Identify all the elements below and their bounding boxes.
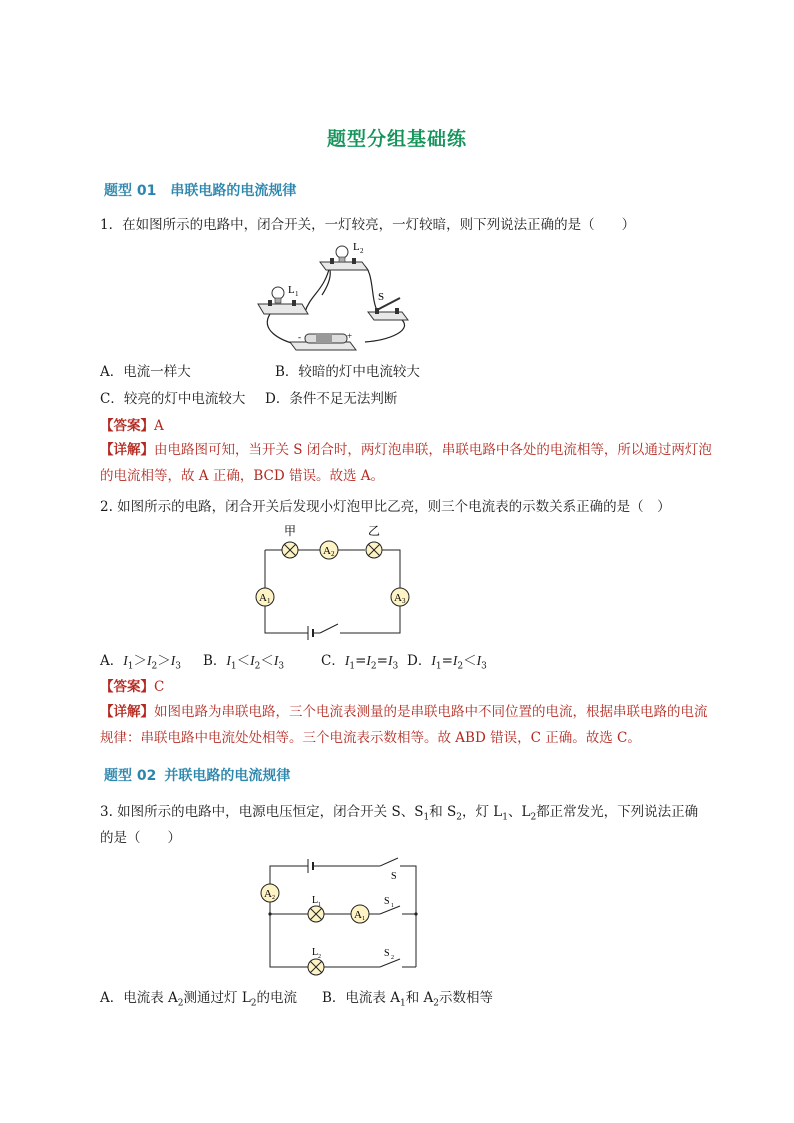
lamp-jia-icon [282, 542, 298, 558]
label-l2-sub: 2 [360, 247, 364, 255]
q2-options [100, 651, 730, 677]
label-l2: L [353, 241, 360, 253]
q2-option-c[interactable]: C．$I_1=I_2=I_3$ [321, 653, 399, 672]
q1-answer [100, 416, 730, 436]
label-s: S [378, 291, 385, 303]
ammeter-a1-letter: A [354, 909, 362, 921]
label-l1-sub: 1 [318, 902, 321, 908]
q1-detail [100, 437, 720, 489]
label-l1-sub: 1 [295, 290, 299, 298]
section-heading-01 [104, 180, 296, 200]
q1-option-a[interactable]: A．电流一样大 [100, 364, 191, 380]
lamp-yi-icon [366, 542, 382, 558]
q1-options-row2 [100, 389, 730, 409]
ammeter-a3-icon [391, 588, 409, 606]
label-yi: 乙 [368, 524, 381, 538]
q1-options-row1 [100, 362, 730, 382]
q2-answer [100, 677, 730, 697]
label-jia: 甲 [284, 524, 297, 538]
answer-tag: 【答案】 [100, 679, 154, 695]
label-minus: - [298, 332, 301, 342]
label-s1: S [384, 896, 390, 907]
label-s: S [391, 871, 397, 882]
answer-tag: 【答案】 [100, 418, 154, 434]
lamp-l1-icon [308, 906, 324, 922]
label-plus: + [347, 331, 353, 341]
section-label: 题型 02 [104, 768, 157, 784]
bulb-l1-icon [258, 287, 308, 314]
q3-option-a[interactable]: A．电流表 $A_2$测通过灯 $L_2$的电流 [100, 990, 298, 1009]
q1-circuit-figure [250, 240, 420, 355]
detail-text: 由电路图可知，当开关 S 闭合时，两灯泡串联，串联电路中各处的电流相等，所以通过两灯泡的电流相等，故 A 正确，BCD 错误。故选 A。 [100, 442, 712, 484]
ammeter-a3-sub: 3 [402, 597, 406, 605]
label-l2-sub: 2 [318, 954, 321, 960]
answer-value: C [154, 679, 165, 695]
ammeter-a1-letter: A [259, 592, 267, 604]
label-s1-sub: 1 [391, 903, 394, 909]
q1-option-d[interactable]: D．条件不足无法判断 [265, 391, 398, 407]
label-l1: L [288, 284, 295, 296]
q3-stem-line2: 的是（ ） [100, 830, 181, 846]
section-title: 串联电路的电流规律 [170, 183, 297, 199]
q1-option-c[interactable]: C．较亮的灯中电流较大 [100, 391, 246, 407]
detail-text: 如图电路为串联电路，三个电流表测量的是串联电路中不同位置的电流，根据串联电路的电流规律：串联电路中电流处处相等。三个电流表示数相等。故 ABD 错误，C 正确。故选 C。 [100, 704, 708, 746]
q2-option-b[interactable]: B．$I_1<I_2<I_3$ [203, 653, 285, 672]
lamp-l2-icon [308, 959, 324, 975]
section-label: 题型 01 [104, 183, 157, 199]
q3-circuit-figure [258, 852, 423, 977]
detail-tag: 【详解】 [100, 704, 154, 720]
page-title: 题型分组基础练 [326, 128, 467, 150]
label-l1: L [312, 895, 319, 906]
q1-stem: 1．在如图所示的电路中，闭合开关，一灯较亮，一灯较暗，则下列说法正确的是（ ） [100, 217, 636, 233]
section-heading-02 [104, 765, 290, 785]
ammeter-a1-sub: 1 [267, 597, 271, 605]
ammeter-a2-letter: A [264, 888, 272, 900]
detail-tag: 【详解】 [100, 442, 154, 458]
ammeter-a2-letter: A [323, 545, 331, 557]
q2-circuit-figure [250, 520, 415, 640]
label-s2-sub: 2 [391, 955, 394, 961]
ammeter-a2-icon [261, 884, 279, 902]
ammeter-a2-sub: 2 [272, 895, 275, 901]
ammeter-a1-icon [351, 905, 369, 923]
q3-option-b[interactable]: B．电流表 $A_1$和 $A_2$示数相等 [322, 990, 493, 1009]
q2-option-a[interactable]: A．$I_1>I_2>I_3$ [100, 653, 181, 672]
q3-options [100, 988, 730, 1014]
label-l2: L [312, 947, 319, 958]
q2-detail [100, 699, 720, 751]
section-title: 并联电路的电流规律 [164, 768, 291, 784]
ammeter-a2-icon [320, 541, 338, 559]
ammeter-a3-letter: A [394, 592, 402, 604]
q2-stem: 2. 如图所示的电路，闭合开关后发现小灯泡甲比乙亮，则三个电流表的示数关系正确的是（ ） [100, 499, 671, 515]
answer-value: A [154, 418, 164, 434]
q3-stem-line1: 3. 如图所示的电路中，电源电压恒定，闭合开关 S、$S_1$和 $S_2$，灯 $L_1$、$L_2$都正常发光，下列说法正确 [100, 804, 699, 823]
q1-option-b[interactable]: B．较暗的灯中电流较大 [275, 364, 420, 380]
ammeter-a1-icon [256, 588, 274, 606]
label-s2: S [384, 948, 390, 959]
ammeter-a1-sub: 1 [362, 916, 365, 922]
q2-option-d[interactable]: D．$I_1=I_2<I_3$ [407, 653, 487, 672]
ammeter-a2-sub: 2 [331, 550, 335, 558]
